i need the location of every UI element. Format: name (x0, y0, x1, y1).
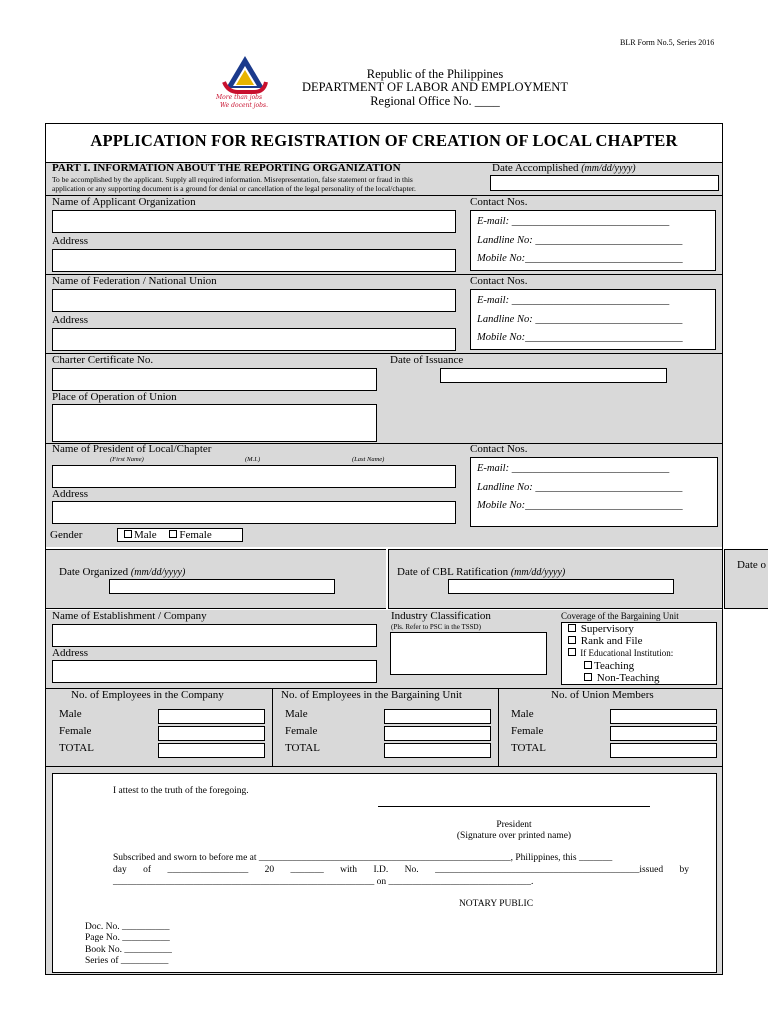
bargaining-male-label: Male (285, 708, 308, 720)
male-checkbox[interactable]: Male (124, 529, 157, 541)
bargaining-female-field[interactable] (384, 726, 491, 741)
industry-label: Industry Classification (391, 610, 491, 622)
company-female-field[interactable] (158, 726, 265, 741)
date-cbl-label: Date of CBL Ratification (mm/dd/yyyy) (397, 566, 566, 578)
logo-text-1: More than jobs (216, 94, 263, 101)
union-members-label: No. of Union Members (551, 689, 654, 701)
federation-contact-box (470, 289, 716, 350)
date-cbl-field[interactable] (448, 579, 674, 594)
supervisory-checkbox[interactable]: Supervisory (568, 623, 634, 635)
date-cut-section (724, 549, 768, 609)
place-operation-field[interactable] (52, 404, 377, 442)
signature-caption: (Signature over printed name) (456, 831, 572, 841)
contact-nos-label: Contact Nos. (470, 196, 528, 208)
federation-label: Name of Federation / National Union (52, 275, 217, 287)
contact-nos-label: Contact Nos. (470, 275, 528, 287)
mobile-field[interactable]: Mobile No:______________________________ (477, 332, 683, 343)
union-male-field[interactable] (610, 709, 717, 724)
federation-address-label: Address (52, 314, 89, 326)
date-organized-field[interactable] (109, 579, 335, 594)
industry-note: (Pls. Refer to PSC in the TSSD) (391, 623, 481, 631)
establishment-address-label: Address (52, 647, 89, 659)
landline-field[interactable]: Landline No: ____________________________ (477, 235, 683, 246)
rank-file-checkbox[interactable]: Rank and File (568, 635, 642, 647)
establishment-label: Name of Establishment / Company (52, 610, 207, 622)
establishment-field[interactable] (52, 624, 377, 647)
mi-caption: (M.I.) (245, 456, 261, 463)
divider (272, 688, 273, 766)
bargaining-total-label: TOTAL (285, 742, 320, 754)
applicant-org-label: Name of Applicant Organization (52, 196, 196, 208)
date-accomplished-label: Date Accomplished (mm/dd/yyyy) (492, 162, 636, 174)
page-no[interactable]: Page No. __________ (85, 933, 170, 943)
sworn-line-1[interactable]: Subscribed and sworn to before me at _____________________________________________________, Philippines, this _______ (113, 853, 613, 863)
coverage-box (561, 622, 717, 685)
mobile-field[interactable]: Mobile No:______________________________ (477, 500, 683, 511)
company-total-field[interactable] (158, 743, 265, 758)
company-male-field[interactable] (158, 709, 265, 724)
header-republic: Republic of the Philippines (366, 67, 504, 81)
applicant-address-label: Address (52, 235, 89, 247)
president-contact-box (470, 457, 718, 527)
edu-inst-checkbox[interactable]: If Educational Institution: (568, 648, 673, 658)
divider (498, 688, 499, 766)
president-signature-line[interactable] (378, 806, 650, 807)
form-number: BLR Form No.5, Series 2016 (620, 38, 715, 47)
logo-text-2: We docent jobs. (220, 102, 268, 109)
email-field[interactable]: E-mail: ______________________________ (477, 295, 670, 306)
email-field[interactable]: E-mail: ______________________________ (477, 463, 670, 474)
contact-nos-label: Contact Nos. (470, 443, 528, 455)
union-male-label: Male (511, 708, 534, 720)
union-total-field[interactable] (610, 743, 717, 758)
doc-no[interactable]: Doc. No. __________ (85, 922, 170, 932)
president-name-field[interactable] (52, 465, 456, 488)
sworn-line-3[interactable]: _______________________________________________________ on ______________________________. (113, 877, 534, 887)
company-total-label: TOTAL (59, 742, 94, 754)
president-address-label: Address (52, 488, 89, 500)
federation-address-field[interactable] (52, 328, 456, 351)
notary-public: NOTARY PUBLIC (458, 899, 534, 909)
series-of[interactable]: Series of __________ (85, 956, 169, 966)
book-no[interactable]: Book No. __________ (85, 945, 172, 955)
part1-heading: PART I. INFORMATION ABOUT THE REPORTING ORGANIZATION (52, 162, 401, 174)
charter-cert-label: Charter Certificate No. (52, 354, 154, 366)
industry-field[interactable] (390, 632, 547, 675)
teaching-checkbox[interactable]: Teaching (584, 660, 634, 672)
sworn-line-2[interactable]: day of _________________ 20 _______ with I.D. No. ___________________________________________issued by (113, 865, 689, 875)
gender-label: Gender (50, 529, 83, 541)
applicant-contact-box (470, 210, 716, 271)
bargaining-male-field[interactable] (384, 709, 491, 724)
bargaining-female-label: Female (285, 725, 318, 737)
date-accomplished-field[interactable] (490, 175, 719, 191)
landline-field[interactable]: Landline No: ____________________________ (477, 314, 683, 325)
part1-note-1: To be accomplished by the applicant. Supply all required information. Misrepresentation, false statement or fraud in this (52, 175, 413, 184)
email-field[interactable]: E-mail: ______________________________ (477, 216, 670, 227)
part1-note-2: application or any supporting document is a ground for denial or cancellation of the legal personality of the local/chapter. (52, 184, 416, 193)
mobile-field[interactable]: Mobile No:______________________________ (477, 253, 683, 264)
emp-company-label: No. of Employees in the Company (71, 689, 224, 701)
applicant-address-field[interactable] (52, 249, 456, 272)
date-organized-label: Date Organized (mm/dd/yyyy) (59, 566, 186, 578)
landline-field[interactable]: Landline No: ____________________________ (477, 482, 683, 493)
president-label: Name of President of Local/Chapter (52, 443, 212, 455)
establishment-address-field[interactable] (52, 660, 377, 683)
emp-bargaining-label: No. of Employees in the Bargaining Unit (281, 689, 462, 701)
applicant-org-field[interactable] (52, 210, 456, 233)
header-department: DEPARTMENT OF LABOR AND EMPLOYMENT (302, 80, 568, 94)
date-issuance-label: Date of Issuance (390, 354, 464, 366)
bargaining-total-field[interactable] (384, 743, 491, 758)
female-checkbox[interactable]: Female (169, 529, 211, 541)
union-female-label: Female (511, 725, 544, 737)
non-teaching-checkbox[interactable]: Non-Teaching (584, 672, 660, 684)
president-address-field[interactable] (52, 501, 456, 524)
charter-cert-field[interactable] (52, 368, 377, 391)
place-operation-label: Place of Operation of Union (52, 391, 177, 403)
company-male-label: Male (59, 708, 82, 720)
first-name-caption: (First Name) (110, 456, 144, 463)
attest-text: I attest to the truth of the foregoing. (113, 786, 249, 796)
federation-field[interactable] (52, 289, 456, 312)
date-cut-label: Date o (737, 559, 767, 571)
company-female-label: Female (59, 725, 92, 737)
dole-logo (214, 52, 276, 110)
union-female-field[interactable] (610, 726, 717, 741)
coverage-label: Coverage of the Bargaining Unit (561, 611, 679, 621)
president-caption: President (496, 820, 532, 830)
union-total-label: TOTAL (511, 742, 546, 754)
gender-options (117, 528, 243, 542)
date-issuance-field[interactable] (440, 368, 667, 383)
form-title: APPLICATION FOR REGISTRATION OF CREATION OF LOCAL CHAPTER (90, 131, 678, 150)
header-regional-office: Regional Office No. ____ (370, 94, 500, 108)
last-name-caption: (Last Name) (352, 456, 385, 463)
